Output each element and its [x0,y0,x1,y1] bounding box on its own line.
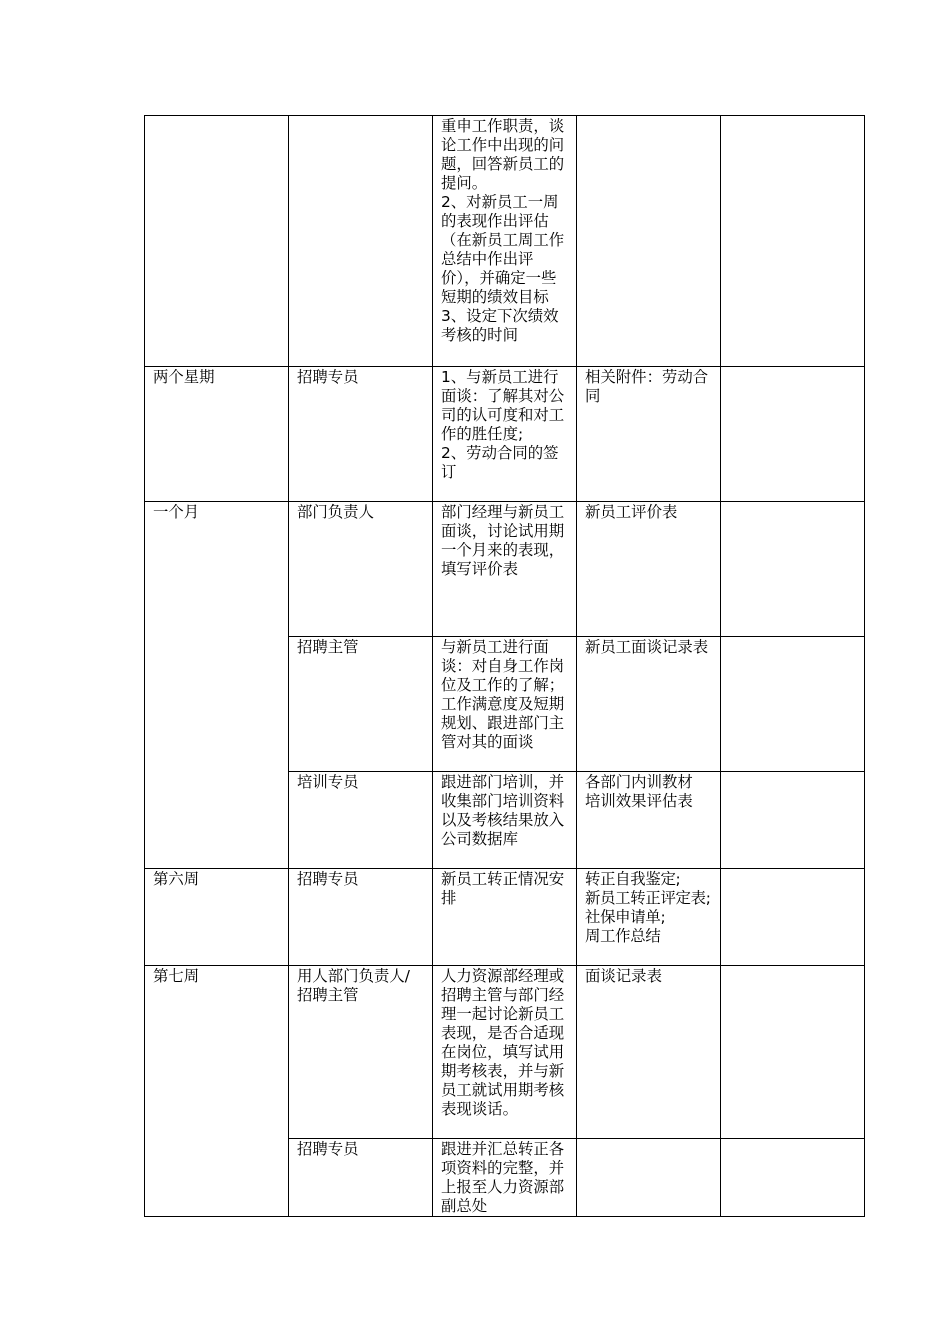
time-cell: 第六周 [145,869,289,966]
content-cell: 1、与新员工进行面谈：了解其对公司的认可度和对工作的胜任度; 2、劳动合同的签订 [433,367,577,502]
time-cell: 第七周 [145,966,289,1217]
attachment-cell: 新员工评价表 [577,502,721,637]
remark-cell [721,502,865,637]
attachment-cell: 转正自我鉴定; 新员工转正评定表; 社保申请单; 周工作总结 [577,869,721,966]
table-row [145,367,865,502]
content-cell: 跟进部门培训，并收集部门培训资料以及考核结果放入公司数据库 [433,772,577,869]
content-cell: 人力资源部经理或招聘主管与部门经理一起讨论新员工表现，是否合适现在岗位，填写试用期考核表，并与新员工就试用期考核表现谈话。 [433,966,577,1139]
attachment-cell: 新员工面谈记录表 [577,637,721,772]
attachment-cell: 面谈记录表 [577,966,721,1139]
attachment-cell [577,1139,721,1217]
content-cell: 重申工作职责，谈论工作中出现的问题，回答新员工的提问。 2、对新员工一周的表现作出评估（在新员工周工作总结中作出评价），并确定一些短期的绩效目标 3、设定下次绩效考核的时间 [433,116,577,367]
role-cell: 用人部门负责人/招聘主管 [289,966,433,1139]
onboarding-schedule-table [144,115,865,1217]
table-row [145,966,865,1139]
table-row [145,116,865,367]
role-cell: 培训专员 [289,772,433,869]
time-cell [145,116,289,367]
content-cell: 部门经理与新员工面谈，讨论试用期一个月来的表现，填写评价表 [433,502,577,637]
content-cell: 新员工转正情况安排 [433,869,577,966]
remark-cell [721,869,865,966]
role-cell: 招聘专员 [289,1139,433,1217]
role-cell [289,116,433,367]
content-cell: 与新员工进行面谈：对自身工作岗位及工作的了解；工作满意度及短期规划、跟进部门主管对其的面谈 [433,637,577,772]
attachment-cell: 各部门内训教材 培训效果评估表 [577,772,721,869]
remark-cell [721,367,865,502]
remark-cell [721,966,865,1139]
content-cell: 跟进并汇总转正各项资料的完整，并上报至人力资源部副总处 [433,1139,577,1217]
role-cell: 招聘主管 [289,637,433,772]
attachment-cell: 相关附件：劳动合同 [577,367,721,502]
time-cell: 一个月 [145,502,289,869]
table-row [145,869,865,966]
role-cell: 招聘专员 [289,367,433,502]
remark-cell [721,116,865,367]
remark-cell [721,637,865,772]
remark-cell [721,1139,865,1217]
attachment-cell [577,116,721,367]
time-cell: 两个星期 [145,367,289,502]
role-cell: 招聘专员 [289,869,433,966]
remark-cell [721,772,865,869]
table-row [145,502,865,637]
role-cell: 部门负责人 [289,502,433,637]
